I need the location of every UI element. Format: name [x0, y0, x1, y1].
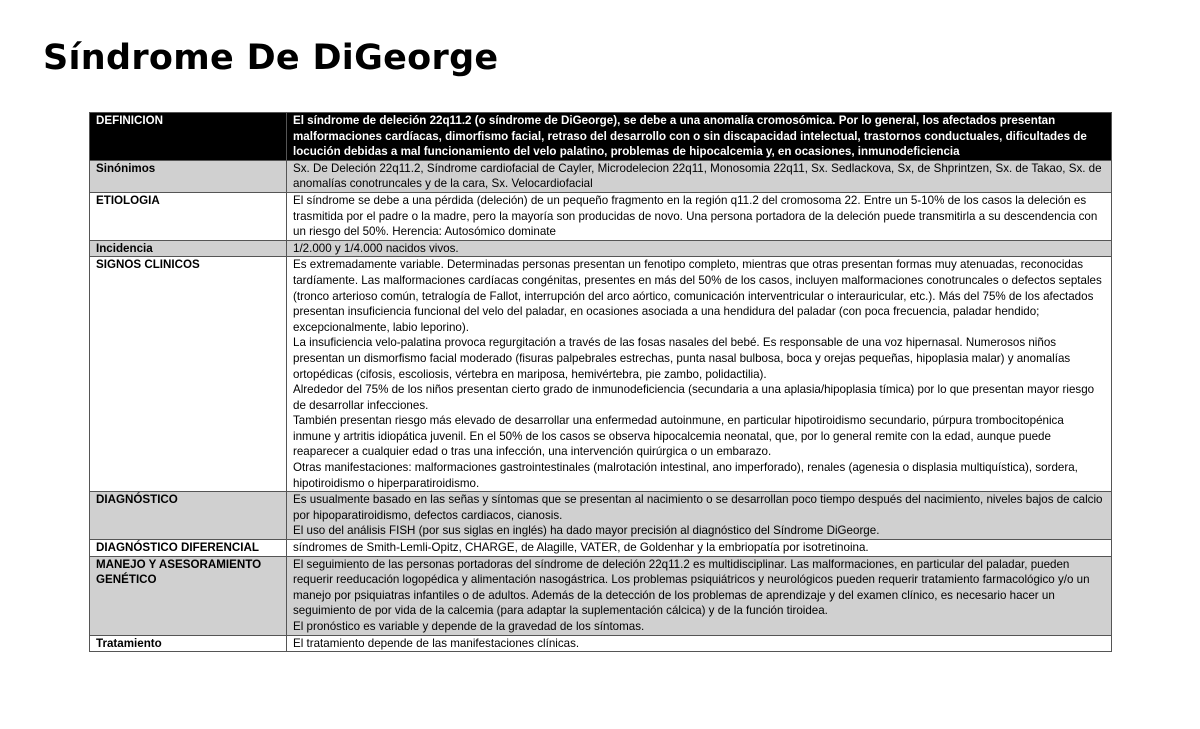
row-paragraph: Es usualmente basado en las señas y síntomas que se presentan al nacimiento o se desarrollan poco tiempo después del nacimiento, niveles bajos de calcio por hipoparatiroidismo, defectos cardiacos, cianosis.	[293, 493, 1103, 522]
info-table	[89, 112, 1112, 652]
row-paragraph: Alrededor del 75% de los niños presentan cierto grado de inmunodeficiencia (secundaria a una aplasia/hipoplasia tímica) por lo que presentan mayor riesgo de desarrollar infecciones.	[293, 383, 1095, 412]
row-content	[287, 635, 1112, 652]
table-row-tratamiento	[90, 635, 1112, 652]
row-content	[287, 192, 1112, 240]
row-paragraph: 1/2.000 y 1/4.000 nacidos vivos.	[293, 241, 459, 255]
row-content	[287, 556, 1112, 635]
table-row-signos-clinicos	[90, 257, 1112, 492]
row-paragraph: El síndrome se debe a una pérdida (deleción) de un pequeño fragmento en la región q11.2 del cromosoma 22. Entre un 5-10% de los casos la deleción es trasmitida por el padre o la madre, pero la mayoría son producidas de novo. Una persona portadora de la deleción puede transmitirla a su descendencia con un riesgo del 50%. Herencia: Autosómico dominate	[293, 193, 1098, 239]
table-row-diagnostico	[90, 492, 1112, 540]
table-row-sinonimos	[90, 160, 1112, 192]
row-paragraph: Sx. De Deleción 22q11.2, Síndrome cardiofacial de Cayler, Microdelecion 22q11, Monosomia 22q11, Sx. Sedlackova, Sx, de Shprintzen, Sx. de Takao, Sx. de anomalías conotruncales y de la cara, Sx. Velocardiofacial	[293, 161, 1102, 191]
row-paragraph: El tratamiento depende de las manifestaciones clínicas.	[293, 636, 580, 650]
row-paragraph: El uso del análisis FISH (por sus siglas en inglés) ha dado mayor precisión al diagnóstico del Síndrome DiGeorge.	[293, 524, 880, 538]
row-label: Sinónimos	[90, 160, 287, 192]
row-label: MANEJO Y ASESORAMIENTO GENÉTICO	[90, 556, 287, 635]
row-paragraph: Es extremadamente variable. Determinadas personas presentan un fenotipo completo, mientras que otras presentan formas muy atenuadas, reconocidas tardíamente. Las malformaciones cardíacas congénitas, presentes en más del 50% de los casos, incluyen malformaciones conotruncales o defectos septales (tronco arterioso común, tetralogía de Fallot, interrupción del arco aórtico, comunicación interventricular o interauricular, etc.). Más del 75% de los afectados presentan insuficiencia funcional del velo del paladar, en ocasiones asociada a una hendidura del paladar (con poca frecuencia, paladar hendido; excepcionalmente, labio leporino).	[293, 258, 1102, 334]
row-content	[287, 540, 1112, 557]
row-paragraph: Otras manifestaciones: malformaciones gastrointestinales (malrotación intestinal, ano imperforado), renales (agenesia o displasia multiquística), sordera, hipotiroidismo o hiperparatiroidismo.	[293, 461, 1078, 490]
table-row-diagnostico-diferencial	[90, 540, 1112, 557]
row-content	[287, 257, 1112, 492]
row-label: Tratamiento	[90, 635, 287, 652]
table-row-incidencia	[90, 240, 1112, 257]
table-row-etiologia	[90, 192, 1112, 240]
row-label: Incidencia	[90, 240, 287, 257]
row-paragraph: La insuficiencia velo-palatina provoca regurgitación a través de las fosas nasales del bebé. Es responsable de una voz hipernasal. Numerosos niños presentan un dismorfismo facial moderado (fisuras palpebrales estrechas, punta nasal bulbosa, boca y orejas pequeñas, hipoplasia malar) y anomalías ortopédicas (cifosis, escoliosis, vértebra en mariposa, hemivértebra, pie zambo, polidactilia).	[293, 336, 1071, 381]
row-paragraph: También presentan riesgo más elevado de desarrollar una enfermedad autoinmune, en particular hipotiroidismo secundario, púrpura trombocitopénica inmune y artritis idiopática juvenil. En el 50% de los casos se observa hipocalcemia neonatal, que, por lo general remite con la edad, aunque puede reaparecer a cualquier edad o tras una infección, una intervención quirúrgica o un embarazo.	[293, 414, 1064, 459]
row-paragraph: síndromes de Smith-Lemli-Opitz, CHARGE, de Alagille, VATER, de Goldenhar y la embriopatía por isotretinoina.	[293, 541, 869, 555]
row-content	[287, 240, 1112, 257]
row-label: ETIOLOGIA	[90, 192, 287, 240]
row-label: SIGNOS CLINICOS	[90, 257, 287, 492]
row-paragraph: El seguimiento de las personas portadoras del síndrome de deleción 22q11.2 es multidisciplinar. Las malformaciones, en particular del paladar, pueden requerir reeducación logopédica y alimentación nasogástrica. Los problemas psiquiátricos y neurológicos pueden requerir tratamiento farmacológico y/o un manejo por psiquiatras infantiles o de adultos. Además de la detección de los problemas de aprendizaje y del examen clínico, es necesario hacer un seguimiento de por vida de la calcemia (para adaptar la suplementación cálcica) y de la función tiroidea.	[293, 557, 1090, 618]
row-content	[287, 160, 1112, 192]
page-title: Síndrome De DiGeorge	[43, 38, 499, 78]
row-label: DIAGNÓSTICO DIFERENCIAL	[90, 540, 287, 557]
row-paragraph: El pronóstico es variable y depende de la gravedad de los síntomas.	[293, 620, 645, 633]
table-row-manejo	[90, 556, 1112, 635]
row-label: DIAGNÓSTICO	[90, 492, 287, 540]
row-label: DEFINICION	[90, 113, 287, 161]
row-content	[287, 492, 1112, 540]
row-paragraph: El síndrome de deleción 22q11.2 (o síndrome de DiGeorge), se debe a una anomalía cromosómica. Por lo general, los afectados presentan malformaciones cardíacas, dimorfismo facial, retraso del desarrollo con o sin discapacidad intelectual, trastornos conductuales, dificultades de locución debidas a mal funcionamiento del velo palatino, problemas de hipocalcemia y, en ocasiones, inmunodeficiencia	[293, 114, 1087, 159]
row-content	[287, 113, 1112, 161]
table-row-definicion	[90, 113, 1112, 161]
